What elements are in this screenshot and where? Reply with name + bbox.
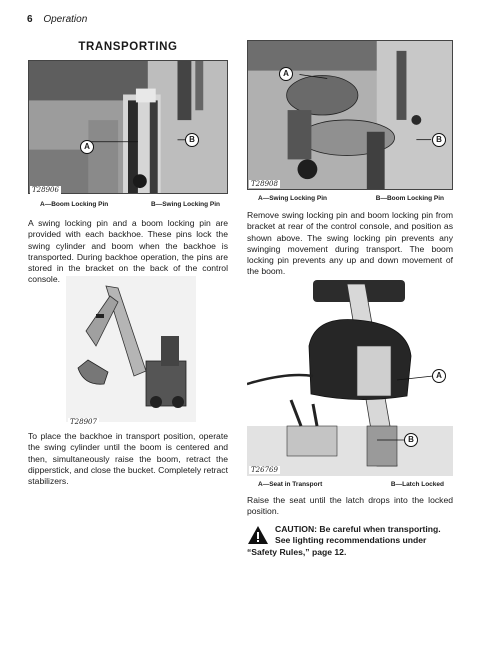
figure-4-photo bbox=[247, 276, 453, 476]
figure-4-callout-b: B bbox=[404, 433, 418, 447]
figure-4-caption-b: B—Latch Locked bbox=[390, 481, 444, 488]
figure-4-caption bbox=[258, 481, 444, 488]
caution-text: CAUTION: Be careful when transporting. See lighting recommendations under “Safety Rules,” page 12. bbox=[247, 524, 441, 557]
figure-3-caption-a: A—Swing Locking Pin bbox=[258, 195, 327, 202]
figure-3-caption-b: B—Boom Locking Pin bbox=[375, 195, 444, 202]
page-header bbox=[27, 14, 87, 25]
figure-1-callout-a: A bbox=[80, 140, 94, 154]
warning-triangle-icon bbox=[247, 525, 269, 545]
figure-4-callout-a: A bbox=[432, 369, 446, 383]
figure-3-callout-a: A bbox=[279, 67, 293, 81]
paragraph-2: To place the backhoe in transport position, operate the swing cylinder until the boom is centered and then, simultaneously raise the boom, retract the dipperstick, and close the bucket. Completely retract stabilizers. bbox=[28, 431, 228, 487]
figure-1-caption-a: A—Boom Locking Pin bbox=[40, 201, 109, 208]
figure-2-code: T28907 bbox=[70, 418, 97, 426]
figure-1-callout-b: B bbox=[185, 133, 199, 147]
figure-3-caption bbox=[258, 195, 444, 202]
figure-3-illustration bbox=[248, 41, 452, 189]
caution-notice bbox=[247, 524, 453, 558]
paragraph-4: Raise the seat until the latch drops into the locked position. bbox=[247, 495, 453, 517]
paragraph-1: A swing locking pin and a boom locking pin are provided with each backhoe. These pins lock the swing cylinder and boom when the backhoe is transported. During backhoe operation, the pins are stored in the bracket on the back of the control console. bbox=[28, 218, 228, 285]
figure-4-illustration bbox=[247, 276, 453, 476]
figure-3-code: T28908 bbox=[251, 180, 278, 188]
paragraph-3: Remove swing locking pin and boom locking pin from bracket at rear of the control console, and position as shown above. The swing locking pin prevents any swinging movement during transport. The boom locking pin prevents any up and down movement of the boom. bbox=[247, 210, 453, 277]
figure-1-caption bbox=[40, 201, 220, 208]
figure-4-code: T26769 bbox=[251, 466, 278, 474]
figure-2-illustration bbox=[66, 276, 196, 422]
figure-3-callout-b: B bbox=[432, 133, 446, 147]
page-number: 6 bbox=[27, 14, 33, 25]
figure-2-photo bbox=[66, 276, 196, 422]
figure-4-caption-a: A—Seat in Transport bbox=[258, 481, 323, 488]
page-title: TRANSPORTING bbox=[78, 41, 178, 53]
section-name: Operation bbox=[43, 14, 88, 25]
figure-1-photo bbox=[28, 60, 228, 194]
figure-1-illustration bbox=[29, 61, 227, 193]
figure-3-photo bbox=[247, 40, 453, 190]
figure-1-code: T28906 bbox=[32, 186, 59, 194]
figure-1-caption-b: B—Swing Locking Pin bbox=[151, 201, 220, 208]
